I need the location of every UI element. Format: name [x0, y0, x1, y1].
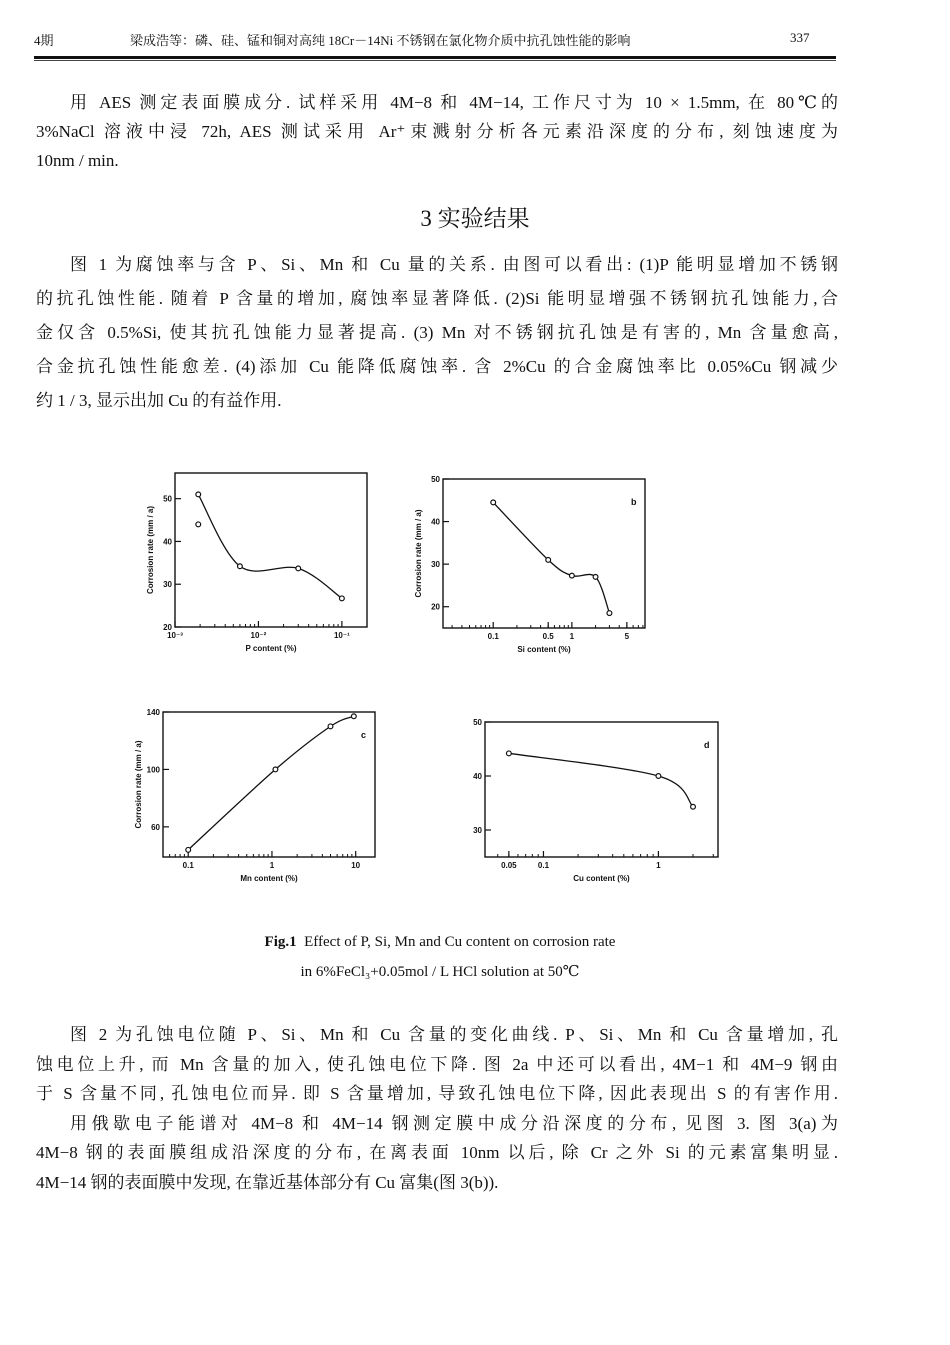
data-point: [607, 611, 612, 616]
data-point: [328, 724, 333, 729]
text-line: 蚀电位上升, 而 Mn 含量的加入, 使孔蚀电位下降. 图 2a 中还可以看出, 4M−1 和 4M−9 钢由: [36, 1054, 838, 1074]
x-tick-label: 1: [656, 861, 661, 870]
x-tick-label: 10⁻²: [250, 631, 267, 640]
data-point: [506, 751, 511, 756]
data-point: [351, 714, 356, 719]
y-tick-label: 140: [146, 708, 160, 717]
text-line: 3%NaCl 溶液中浸 72h, AES 测试采用 Ar⁺束溅射分析各元素沿深度的分布, 刻蚀速度为: [36, 122, 838, 141]
x-tick-label: 0.1: [182, 861, 194, 870]
caption-line-2: in 6%FeCl₃+0.05mol / L HCl solution at 50℃: [300, 964, 580, 980]
x-tick-label: 5: [624, 632, 630, 641]
y-tick-label: 50: [473, 718, 482, 727]
x-tick-label: 10⁻¹: [333, 631, 350, 640]
y-axis-label: Corrosion rate (mm / a): [414, 509, 423, 598]
x-axis-label: P content (%): [245, 644, 297, 653]
data-point: [491, 500, 496, 505]
x-axis-label: Cu content (%): [573, 874, 630, 883]
y-tick-label: 40: [163, 537, 172, 547]
y-tick-label: 40: [431, 517, 440, 527]
text-line: 图 1 为腐蚀率与含 P、Si、Mn 和 Cu 量的关系. 由图可以看出: (1)P 能明显增加不锈钢: [70, 255, 838, 274]
page-number: 337: [790, 30, 810, 45]
data-point: [546, 557, 551, 562]
chart-panel-d: [473, 718, 718, 883]
x-tick-label: 0.1: [487, 632, 499, 641]
x-tick-label: 1: [569, 632, 575, 641]
text-line: 于 S 含量不同, 孔蚀电位而异. 即 S 含量增加, 导致孔蚀电位下降, 因此表现出 S 的有害作用.: [36, 1084, 838, 1103]
data-point: [691, 804, 696, 809]
panel-label: b: [631, 497, 637, 507]
x-tick-label: 10: [351, 861, 361, 870]
text-line: 10nm / min.: [36, 151, 119, 170]
y-tick-label: 30: [473, 826, 482, 835]
y-tick-label: 60: [151, 822, 160, 832]
data-point: [273, 767, 278, 772]
data-point: [238, 564, 243, 569]
y-tick-label: 20: [163, 623, 172, 632]
x-tick-label: 10⁻³: [167, 631, 183, 640]
text-line: 4M−14 钢的表面膜中发现, 在靠近基体部分有 Cu 富集(图 3(b)).: [36, 1172, 499, 1192]
text-line: 约 1 / 3, 显示出加 Cu 的有益作用.: [36, 391, 282, 410]
plot-frame: [163, 712, 375, 857]
x-tick-label: 0.05: [501, 861, 517, 870]
x-axis-label: Si content (%): [517, 645, 571, 654]
section-heading: 3 实验结果: [420, 206, 530, 231]
plot-frame: [175, 473, 367, 627]
data-curve: [188, 716, 354, 850]
chart-panel-a: [146, 473, 367, 653]
chart-panel-b: [414, 475, 645, 654]
figure-label: Fig.1: [264, 934, 297, 950]
text-line: 用 AES 测定表面膜成分. 试样采用 4M−8 和 4M−14, 工作尺寸为 10 × 1.5mm, 在 80℃的: [70, 93, 838, 112]
panel-label: d: [704, 740, 710, 750]
panel-label: c: [361, 730, 367, 740]
caption-line-1: Effect of P, Si, Mn and Cu content on corrosion rate: [304, 934, 616, 950]
issue-number: 4期: [34, 33, 54, 48]
data-point: [569, 573, 574, 578]
data-curve: [493, 502, 609, 613]
data-curve: [509, 753, 693, 806]
text-line: 4M−8 钢的表面膜组成沿深度的分布, 在离表面 10nm 以后, 除 Cr 之外 Si 的元素富集明显.: [36, 1143, 838, 1162]
y-tick-label: 100: [146, 765, 160, 775]
chart-panel-c: [134, 708, 375, 883]
y-tick-label: 50: [431, 475, 440, 484]
text-line: 图 2 为孔蚀电位随 P、Si、Mn 和 Cu 含量的变化曲线. P、Si、Mn 和 Cu 含量增加, 孔: [70, 1025, 838, 1044]
x-tick-label: 1: [269, 861, 275, 870]
figure-caption: [0, 934, 880, 951]
x-tick-label: 0.1: [537, 861, 550, 870]
y-tick-label: 50: [163, 494, 172, 504]
text-line: 金仅含 0.5%Si, 使其抗孔蚀能力显著提高. (3) Mn 对不锈钢抗孔蚀是有害的, Mn 含量愈高,: [36, 323, 838, 342]
y-axis-label: Corrosion rate (mm / a): [146, 505, 155, 595]
text-line: 用俄歇电子能谱对 4M−8 和 4M−14 钢测定膜中成分沿深度的分布, 见图 3. 图 3(a)为: [70, 1113, 838, 1133]
y-tick-label: 20: [431, 602, 440, 612]
data-point: [593, 575, 598, 580]
y-tick-label: 40: [473, 772, 482, 781]
paragraph-pitting-potential: [36, 1020, 838, 1197]
data-point: [339, 596, 344, 601]
data-point: [296, 566, 301, 571]
data-point: [656, 774, 661, 779]
running-title: 梁成浩等：磷、硅、锰和铜对高纯 18Cr－14Ni 不锈钢在氯化物介质中抗孔蚀性能的影响: [130, 33, 631, 48]
y-tick-label: 30: [431, 560, 440, 570]
text-line: 合金抗孔蚀性能愈差. (4)添加 Cu 能降低腐蚀率. 含 2%Cu 的合金腐蚀率比 0.05%Cu 钢减少: [36, 357, 838, 376]
y-tick-label: 30: [163, 580, 172, 590]
y-axis-label: Corrosion rate (mm / a): [134, 740, 143, 829]
data-curve: [198, 494, 342, 598]
data-point: [196, 492, 201, 497]
data-point: [186, 847, 191, 852]
data-point: [196, 522, 201, 527]
plot-frame: [443, 479, 645, 628]
x-tick-label: 0.5: [542, 632, 554, 641]
text-line: 的抗孔蚀性能. 随着 P 含量的增加, 腐蚀率显著降低. (2)Si 能明显增强不锈钢抗孔蚀能力,合: [36, 289, 838, 308]
x-axis-label: Mn content (%): [240, 874, 298, 883]
